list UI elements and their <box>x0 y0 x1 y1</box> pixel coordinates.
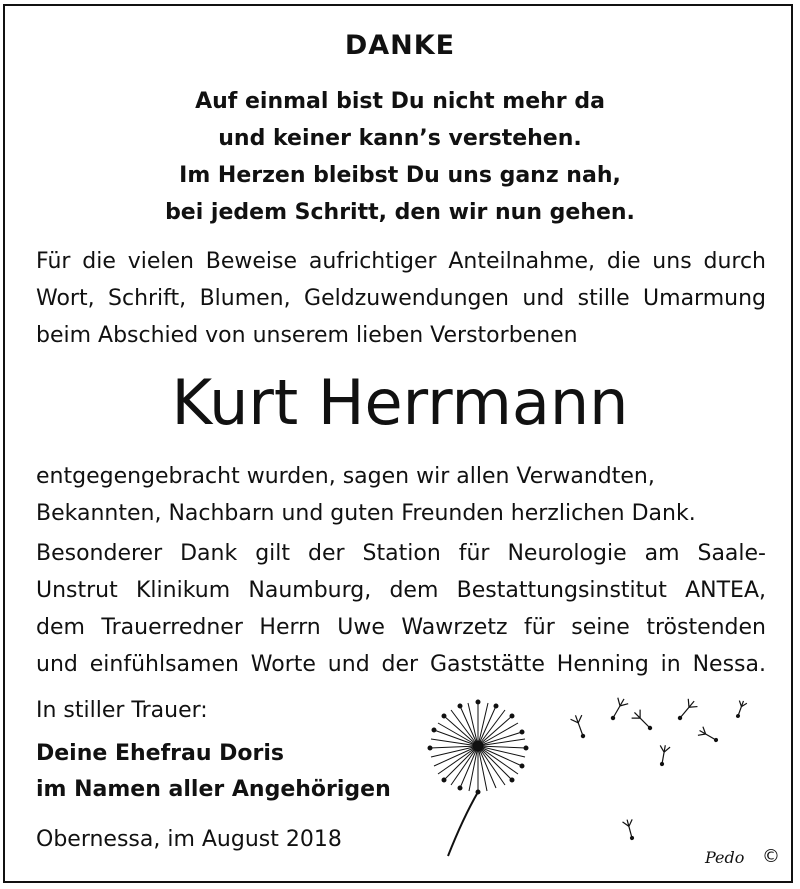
heading: DANKE <box>344 30 456 61</box>
signature-label: In stiller Trauer: <box>36 698 208 723</box>
thanks-line: entgegengebracht wurden, sagen wir allen Verwandten, <box>36 464 655 489</box>
dandelion-stem <box>448 792 478 856</box>
poem <box>0 83 800 231</box>
intro-line: Für die vielen Beweise aufrichtiger Anteilnahme, die uns durch <box>36 249 766 274</box>
intro-paragraph <box>36 243 766 354</box>
signature <box>36 736 391 808</box>
poem-line: Im Herzen bleibst Du uns ganz nah, <box>179 163 621 188</box>
thanks-line: Bekannten, Nachbarn und guten Freunden herzlichen Dank. <box>36 501 696 526</box>
dandelion-icon <box>418 688 768 858</box>
copyright-mark: © <box>762 846 780 867</box>
place-date: Obernessa, im August 2018 <box>36 827 342 852</box>
dandelion-head <box>428 700 528 794</box>
thanks-paragraph <box>36 458 766 532</box>
special-thanks-line: und einfühlsamen Worte und der Gaststätte Henning in Nessa. <box>36 652 766 677</box>
special-thanks-line: Unstrut Klinikum Naumburg, dem Bestattungsinstitut ANTEA, <box>36 578 766 603</box>
flying-seeds <box>570 696 747 841</box>
poem-line: bei jedem Schritt, den wir nun gehen. <box>165 200 635 225</box>
special-thanks-line: Besonderer Dank gilt der Station für Neurologie am Saale- <box>36 541 766 566</box>
signature-line: im Namen aller Angehörigen <box>36 777 391 802</box>
special-thanks-paragraph <box>36 535 766 683</box>
deceased-name: Kurt Herrmann <box>171 366 629 439</box>
intro-line: beim Abschied von unserem lieben Verstorbenen <box>36 323 578 348</box>
artist-signature: Pedo <box>705 848 745 867</box>
poem-line: und keiner kann’s verstehen. <box>218 126 582 151</box>
signature-line: Deine Ehefrau Doris <box>36 741 285 766</box>
poem-line: Auf einmal bist Du nicht mehr da <box>195 89 605 114</box>
intro-line: Wort, Schrift, Blumen, Geldzuwendungen und stille Umarmung <box>36 286 766 311</box>
special-thanks-line: dem Trauerredner Herrn Uwe Wawrzetz für seine tröstenden <box>36 615 766 640</box>
